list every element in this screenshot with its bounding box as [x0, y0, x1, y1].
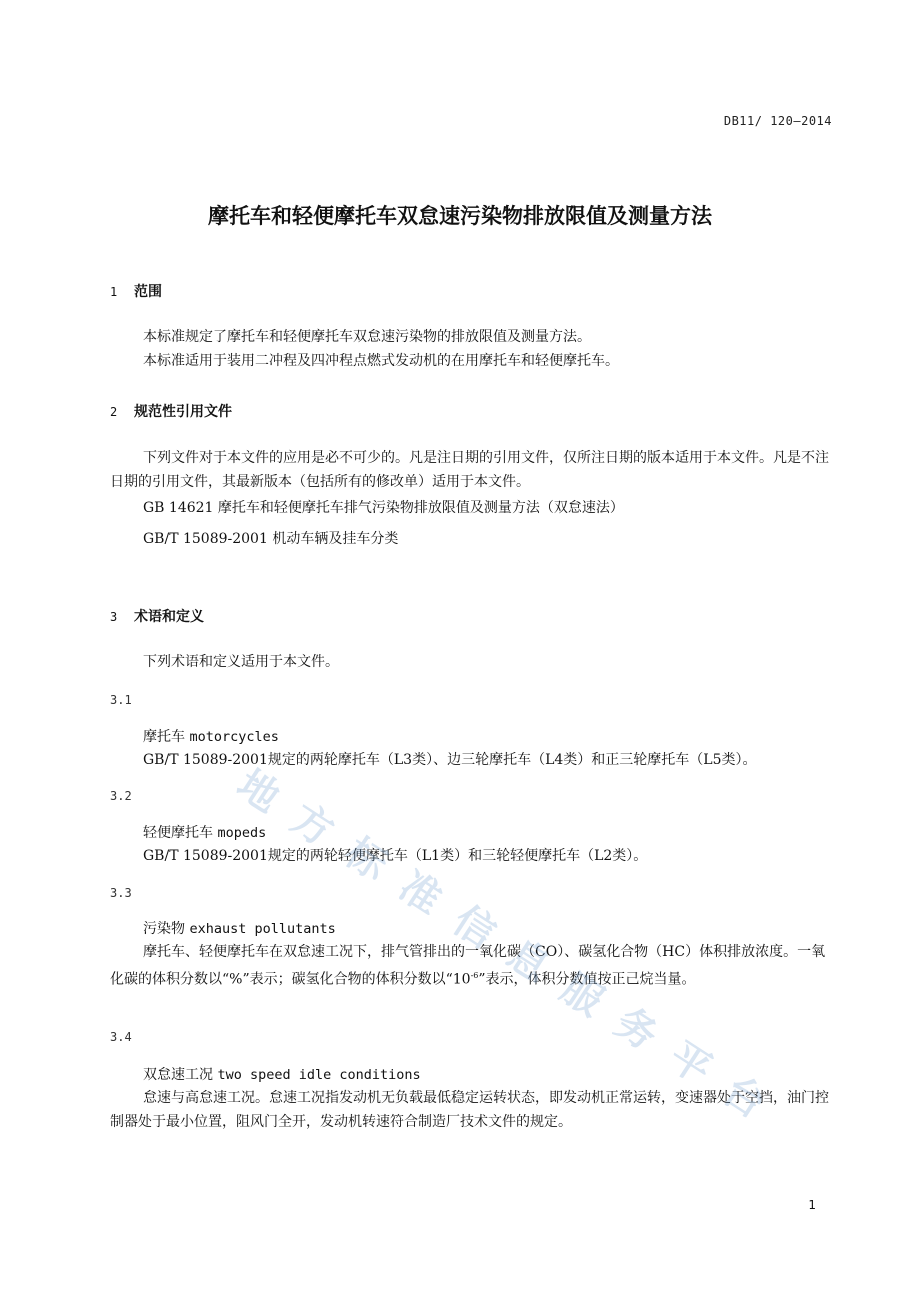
- subsection-number: 3.3: [110, 886, 132, 900]
- reference-item: GB/T 15089-2001 机动车辆及挂车分类: [143, 531, 399, 547]
- reference-item: GB 14621 摩托车和轻便摩托车排气污染物排放限值及测量方法（双怠速法）: [143, 500, 624, 516]
- document-title: 摩托车和轻便摩托车双怠速污染物排放限值及测量方法: [208, 204, 712, 228]
- term-en: motorcycles: [189, 729, 279, 745]
- term-definition: GB/T 15089-2001规定的两轮轻便摩托车（L1类）和三轮轻便摩托车（L2类）。: [143, 848, 648, 864]
- page-number: 1: [808, 1198, 816, 1212]
- section-number: 3: [110, 610, 118, 624]
- paragraph: 本标准适用于装用二冲程及四冲程点燃式发动机的在用摩托车和轻便摩托车。: [143, 353, 619, 369]
- paragraph: 下列文件对于本文件的应用是必不可少的。凡是注日期的引用文件，仅所注日期的版本适用于本文件。凡是不注日期的引用文件，其最新版本（包括所有的修改单）适用于本文件。: [110, 450, 829, 490]
- term-heading: [143, 822, 266, 842]
- term-cn: 双怠速工况: [143, 1067, 213, 1083]
- term-definition: GB/T 15089-2001规定的两轮摩托车（L3类）、边三轮摩托车（L4类）和正三轮摩托车（L5类）。: [143, 752, 757, 768]
- subsection-number: 3.4: [110, 1030, 132, 1044]
- watermark-char: 信: [444, 897, 504, 958]
- watermark-char: 务: [606, 999, 666, 1060]
- section-2-heading: [110, 401, 232, 421]
- term-definition: 怠速与高怠速工况。怠速工况指发动机无负载最低稳定运转状态，即发动机正常运转，变速器处于空挡，油门控制器处于最小位置，阻风门全开，发动机转速符合制造厂技术文件的规定。: [110, 1090, 829, 1130]
- paragraph: 下列术语和定义适用于本文件。: [143, 654, 339, 670]
- section-3-heading: [110, 606, 204, 626]
- watermark-char: 息: [498, 931, 558, 992]
- section-title: 范围: [134, 284, 162, 300]
- definition-text: 摩托车、轻便摩托车在双怠速工况下，排气管排出的一氧化碳（CO）、碳氢化合物（HC）体积排放浓度。一氧化碳的体积分数以“%”表示；碳氢化合物的体积分数以“10: [110, 944, 826, 988]
- term-definition: [110, 940, 835, 992]
- term-en: two speed idle conditions: [217, 1067, 421, 1083]
- term-en: exhaust pollutants: [189, 921, 336, 937]
- section-title: 术语和定义: [134, 609, 204, 625]
- term-cn: 轻便摩托车: [143, 825, 213, 841]
- term-heading: [143, 726, 279, 746]
- section-number: 2: [110, 405, 118, 419]
- watermark-char: 标: [336, 829, 396, 890]
- term-en: mopeds: [217, 825, 267, 841]
- superscript: -6: [470, 971, 479, 980]
- subsection-number: 3.2: [110, 789, 132, 803]
- watermark-char: 地: [228, 761, 288, 822]
- definition-text: ”表示，体积分数值按正己烷当量。: [478, 971, 696, 988]
- section-number: 1: [110, 285, 118, 299]
- standard-number: DB11/ 120—2014: [723, 114, 832, 128]
- watermark-char: 平: [660, 1033, 720, 1094]
- watermark-char: 服: [552, 965, 612, 1026]
- term-cn: 摩托车: [143, 729, 185, 745]
- watermark-char: 台: [714, 1067, 774, 1128]
- term-heading: [143, 918, 336, 938]
- term-cn: 污染物: [143, 921, 185, 937]
- subsection-number: 3.1: [110, 693, 132, 707]
- term-heading: [143, 1064, 421, 1084]
- watermark-char: 准: [390, 863, 450, 924]
- watermark-char: 方: [282, 795, 342, 856]
- paragraph: 本标准规定了摩托车和轻便摩托车双怠速污染物的排放限值及测量方法。: [143, 329, 591, 345]
- section-1-heading: [110, 281, 162, 301]
- section-title: 规范性引用文件: [134, 404, 232, 420]
